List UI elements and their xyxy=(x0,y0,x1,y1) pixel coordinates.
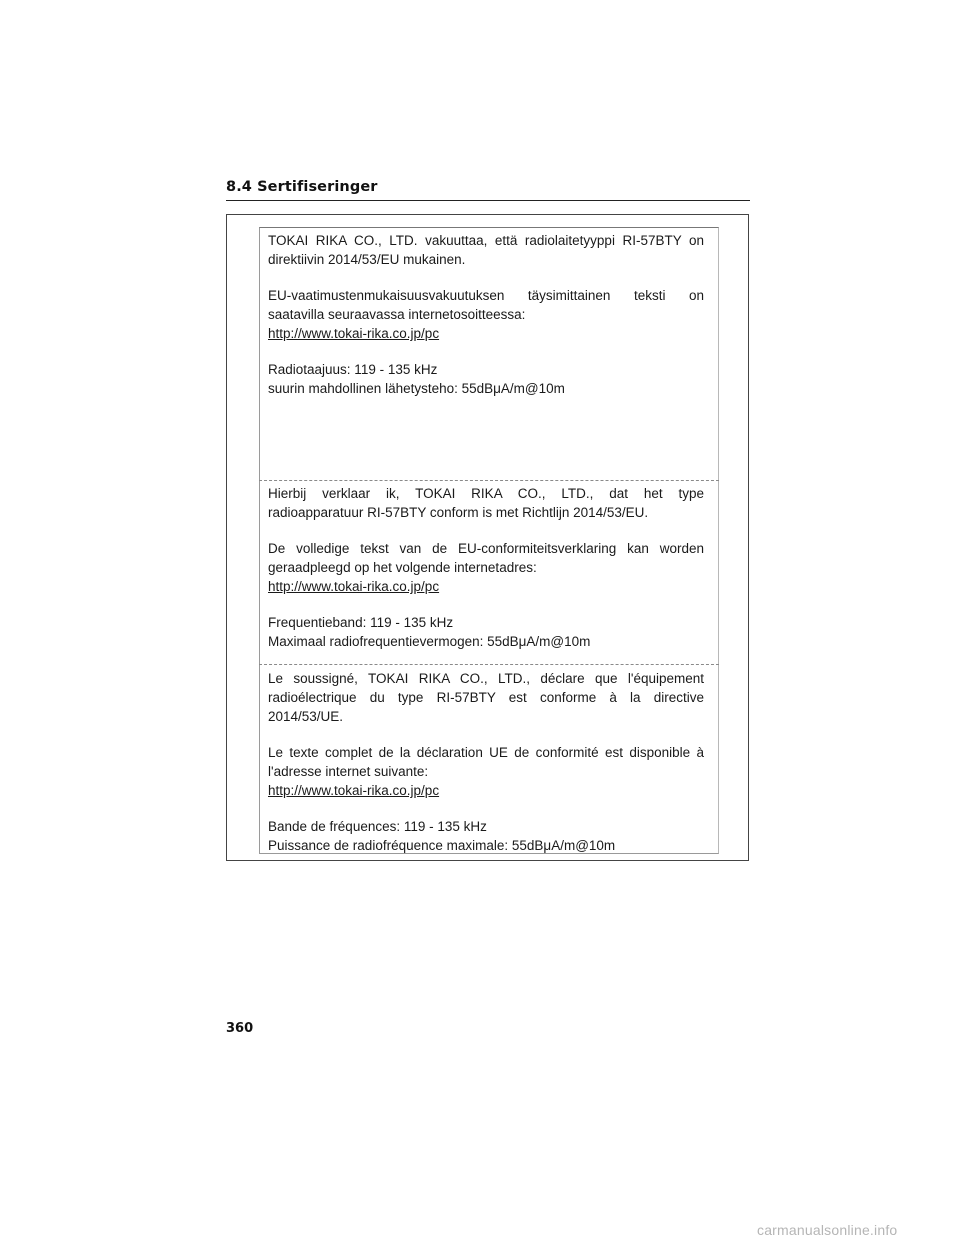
finnish-fulltext-line2: saatavilla seuraavassa internetosoitteessa: xyxy=(268,307,526,322)
divider-finnish-dutch xyxy=(259,480,719,481)
dutch-fulltext-line2: geraadpleegd op het volgende internetadres: xyxy=(268,560,537,575)
dutch-fulltext-line1: De volledige tekst van de EU-conformiteitsverklaring kan worden xyxy=(268,541,704,556)
french-statement-line3: 2014/53/UE. xyxy=(268,709,344,724)
french-statement-line2: radioélectrique du type RI-57BTY est conforme à la directive xyxy=(268,690,704,705)
dutch-power: Maximaal radiofrequentievermogen: 55dBμA/m@10m xyxy=(268,634,591,649)
finnish-url-link[interactable]: http://www.tokai-rika.co.jp/pc xyxy=(268,326,440,341)
dutch-statement-line1: Hierbij verklaar ik, TOKAI RIKA CO., LTD., dat het type xyxy=(268,486,704,501)
finnish-fulltext-line1: EU-vaatimustenmukaisuusvakuutuksen täysimittainen teksti on xyxy=(268,288,704,303)
french-frequency: Bande de fréquences: 119 - 135 kHz xyxy=(268,819,487,834)
divider-dutch-french xyxy=(259,664,719,665)
finnish-power: suurin mahdollinen lähetysteho: 55dBμA/m@10m xyxy=(268,381,565,396)
declaration-finnish xyxy=(268,231,704,398)
page-number: 360 xyxy=(226,1021,254,1036)
dutch-url-link[interactable]: http://www.tokai-rika.co.jp/pc xyxy=(268,579,440,594)
finnish-frequency: Radiotaajuus: 119 - 135 kHz xyxy=(268,362,438,377)
finnish-statement-line1: TOKAI RIKA CO., LTD. vakuuttaa, että radiolaitetyyppi RI-57BTY on xyxy=(268,233,704,248)
dutch-frequency: Frequentieband: 119 - 135 kHz xyxy=(268,615,454,630)
dutch-statement-line2: radioapparatuur RI-57BTY conform is met Richtlijn 2014/53/EU. xyxy=(268,505,649,520)
french-url-link[interactable]: http://www.tokai-rika.co.jp/pc xyxy=(268,783,440,798)
french-fulltext-line2: l'adresse internet suivante: xyxy=(268,764,429,779)
declaration-french xyxy=(268,669,704,855)
french-statement-line1: Le soussigné, TOKAI RIKA CO., LTD., déclare que l'équipement xyxy=(268,671,704,686)
declaration-dutch xyxy=(268,484,704,651)
french-fulltext-line1: Le texte complet de la déclaration UE de conformité est disponible à xyxy=(268,745,704,760)
french-power: Puissance de radiofréquence maximale: 55dBμA/m@10m xyxy=(268,838,616,853)
section-header xyxy=(226,178,750,201)
watermark: carmanualsonline.info xyxy=(757,1222,898,1238)
finnish-statement-line2: direktiivin 2014/53/EU mukainen. xyxy=(268,252,466,267)
section-title: 8.4 Sertifiseringer xyxy=(226,179,378,195)
